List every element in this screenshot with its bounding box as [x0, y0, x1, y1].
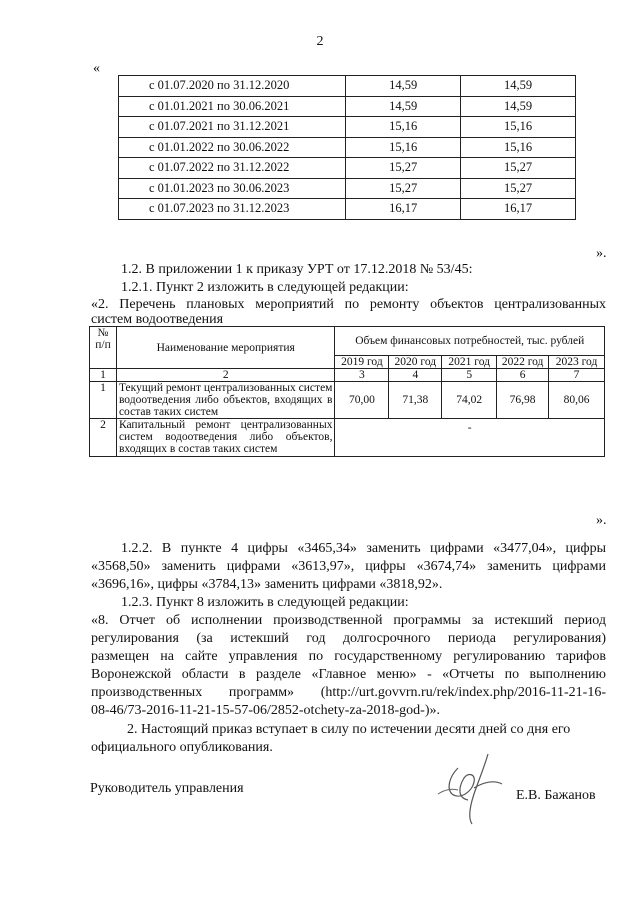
tariff-row	[119, 137, 576, 158]
quote-close-2: ».	[596, 513, 607, 528]
header-num: № п/п	[90, 327, 117, 369]
col-num-5: 5	[442, 369, 497, 382]
row1-value-2023: 80,06	[549, 382, 605, 419]
value-cell-1: 15,27	[346, 178, 461, 199]
value-cell-1: 14,59	[346, 96, 461, 117]
period-cell: с 01.07.2022 по 31.12.2022	[119, 158, 346, 179]
paragraph-1-2-3: 1.2.3. Пункт 8 изложить в следующей редакции:	[121, 595, 409, 610]
period-cell: с 01.01.2023 по 30.06.2023	[119, 178, 346, 199]
point-8-line2: регулирования (за истекший год долгосрочного периода регулирования)	[91, 631, 606, 646]
row1-value-2021: 74,02	[442, 382, 497, 419]
period-cell: с 01.07.2023 по 31.12.2023	[119, 199, 346, 220]
value-cell-2: 14,59	[461, 96, 576, 117]
value-cell-1: 16,17	[346, 199, 461, 220]
col-num-3: 3	[335, 369, 389, 382]
tariff-row	[119, 158, 576, 179]
value-cell-1: 15,16	[346, 137, 461, 158]
row1-value-2019: 70,00	[335, 382, 389, 419]
year-2021: 2021 год	[442, 356, 497, 369]
period-cell: с 01.01.2021 по 30.06.2021	[119, 96, 346, 117]
year-2023: 2023 год	[549, 356, 605, 369]
period-cell: с 01.07.2021 по 31.12.2021	[119, 117, 346, 138]
quote-close-1: ».	[596, 246, 607, 261]
col-num-7: 7	[549, 369, 605, 382]
point-8-line5: производственных программ» (http://urt.govvrn.ru/rek/index.php/2016-11-21-16-	[91, 685, 606, 700]
handwritten-signature	[428, 748, 518, 828]
quote-open: «	[93, 61, 100, 76]
paragraph-1-2-2-line1: 1.2.2. В пункте 4 цифры «3465,34» заменить цифрами «3477,04», цифры	[121, 541, 606, 556]
plan-table	[89, 326, 605, 457]
paragraph-2-line2: официального опубликования.	[91, 740, 273, 755]
tariff-table	[118, 75, 576, 220]
tariff-row	[119, 76, 576, 97]
col-num-6: 6	[497, 369, 549, 382]
point-8-line1: «8. Отчет об исполнении производственной программы за истекший период	[91, 613, 606, 628]
value-cell-1: 15,16	[346, 117, 461, 138]
col-num-2: 2	[116, 369, 335, 382]
paragraph-1-2-1: 1.2.1. Пункт 2 изложить в следующей редакции:	[121, 280, 409, 295]
value-cell-2: 15,16	[461, 117, 576, 138]
point-8-line6: 08-46/73-2016-11-21-15-57-06/2852-otchety-za-2018-god-)».	[91, 703, 441, 718]
paragraph-2-line1: 2. Настоящий приказ вступает в силу по истечении десяти дней со дня его	[127, 722, 571, 737]
heading-point-2-line2: систем водоотведения	[91, 312, 224, 327]
paragraph-1-2: 1.2. В приложении 1 к приказу УРТ от 17.12.2018 № 53/45:	[121, 262, 473, 277]
period-cell: с 01.01.2022 по 30.06.2022	[119, 137, 346, 158]
tariff-row	[119, 96, 576, 117]
row2-num: 2	[90, 419, 117, 456]
row1-num: 1	[90, 382, 117, 419]
heading-point-2-line1: «2. Перечень плановых мероприятий по ремонту объектов централизованных	[91, 297, 606, 312]
paragraph-1-2-2-line2: «3568,50» заменить цифрами «3613,97», цифры «3674,74» заменить цифрами	[91, 559, 606, 574]
col-num-1: 1	[90, 369, 117, 382]
row1-value-2022: 76,98	[497, 382, 549, 419]
year-2022: 2022 год	[497, 356, 549, 369]
row1-value-2020: 71,38	[389, 382, 442, 419]
page-number: 2	[316, 34, 324, 49]
signer-title: Руководитель управления	[90, 781, 244, 796]
row2-name: Капитальный ремонт централизованных систем водоотведения либо объектов, входящих в состав таких систем	[116, 419, 335, 456]
tariff-row	[119, 178, 576, 199]
value-cell-1: 15,27	[346, 158, 461, 179]
tariff-row	[119, 117, 576, 138]
signer-name: Е.В. Бажанов	[516, 788, 596, 803]
year-2020: 2020 год	[389, 356, 442, 369]
year-2019: 2019 год	[335, 356, 389, 369]
row1-name: Текущий ремонт централизованных систем водоотведения либо объектов, входящих в состав таких систем	[116, 382, 335, 419]
value-cell-2: 14,59	[461, 76, 576, 97]
value-cell-1: 14,59	[346, 76, 461, 97]
point-8-line3: размещен на сайте управления по государственному регулированию тарифов	[91, 649, 606, 664]
paragraph-1-2-2-line3: «3696,16», цифры «3784,13» заменить цифрами «3818,92».	[91, 577, 443, 592]
tariff-row	[119, 199, 576, 220]
col-num-4: 4	[389, 369, 442, 382]
row2-dash: -	[335, 419, 605, 456]
header-name: Наименование мероприятия	[116, 327, 335, 369]
value-cell-2: 15,16	[461, 137, 576, 158]
value-cell-2: 16,17	[461, 199, 576, 220]
point-8-line4: Воронежской области в разделе «Главное меню» - «Отчеты по выполнению	[91, 667, 606, 682]
period-cell: с 01.07.2020 по 31.12.2020	[119, 76, 346, 97]
value-cell-2: 15,27	[461, 178, 576, 199]
header-volume: Объем финансовых потребностей, тыс. рублей	[335, 327, 605, 356]
value-cell-2: 15,27	[461, 158, 576, 179]
